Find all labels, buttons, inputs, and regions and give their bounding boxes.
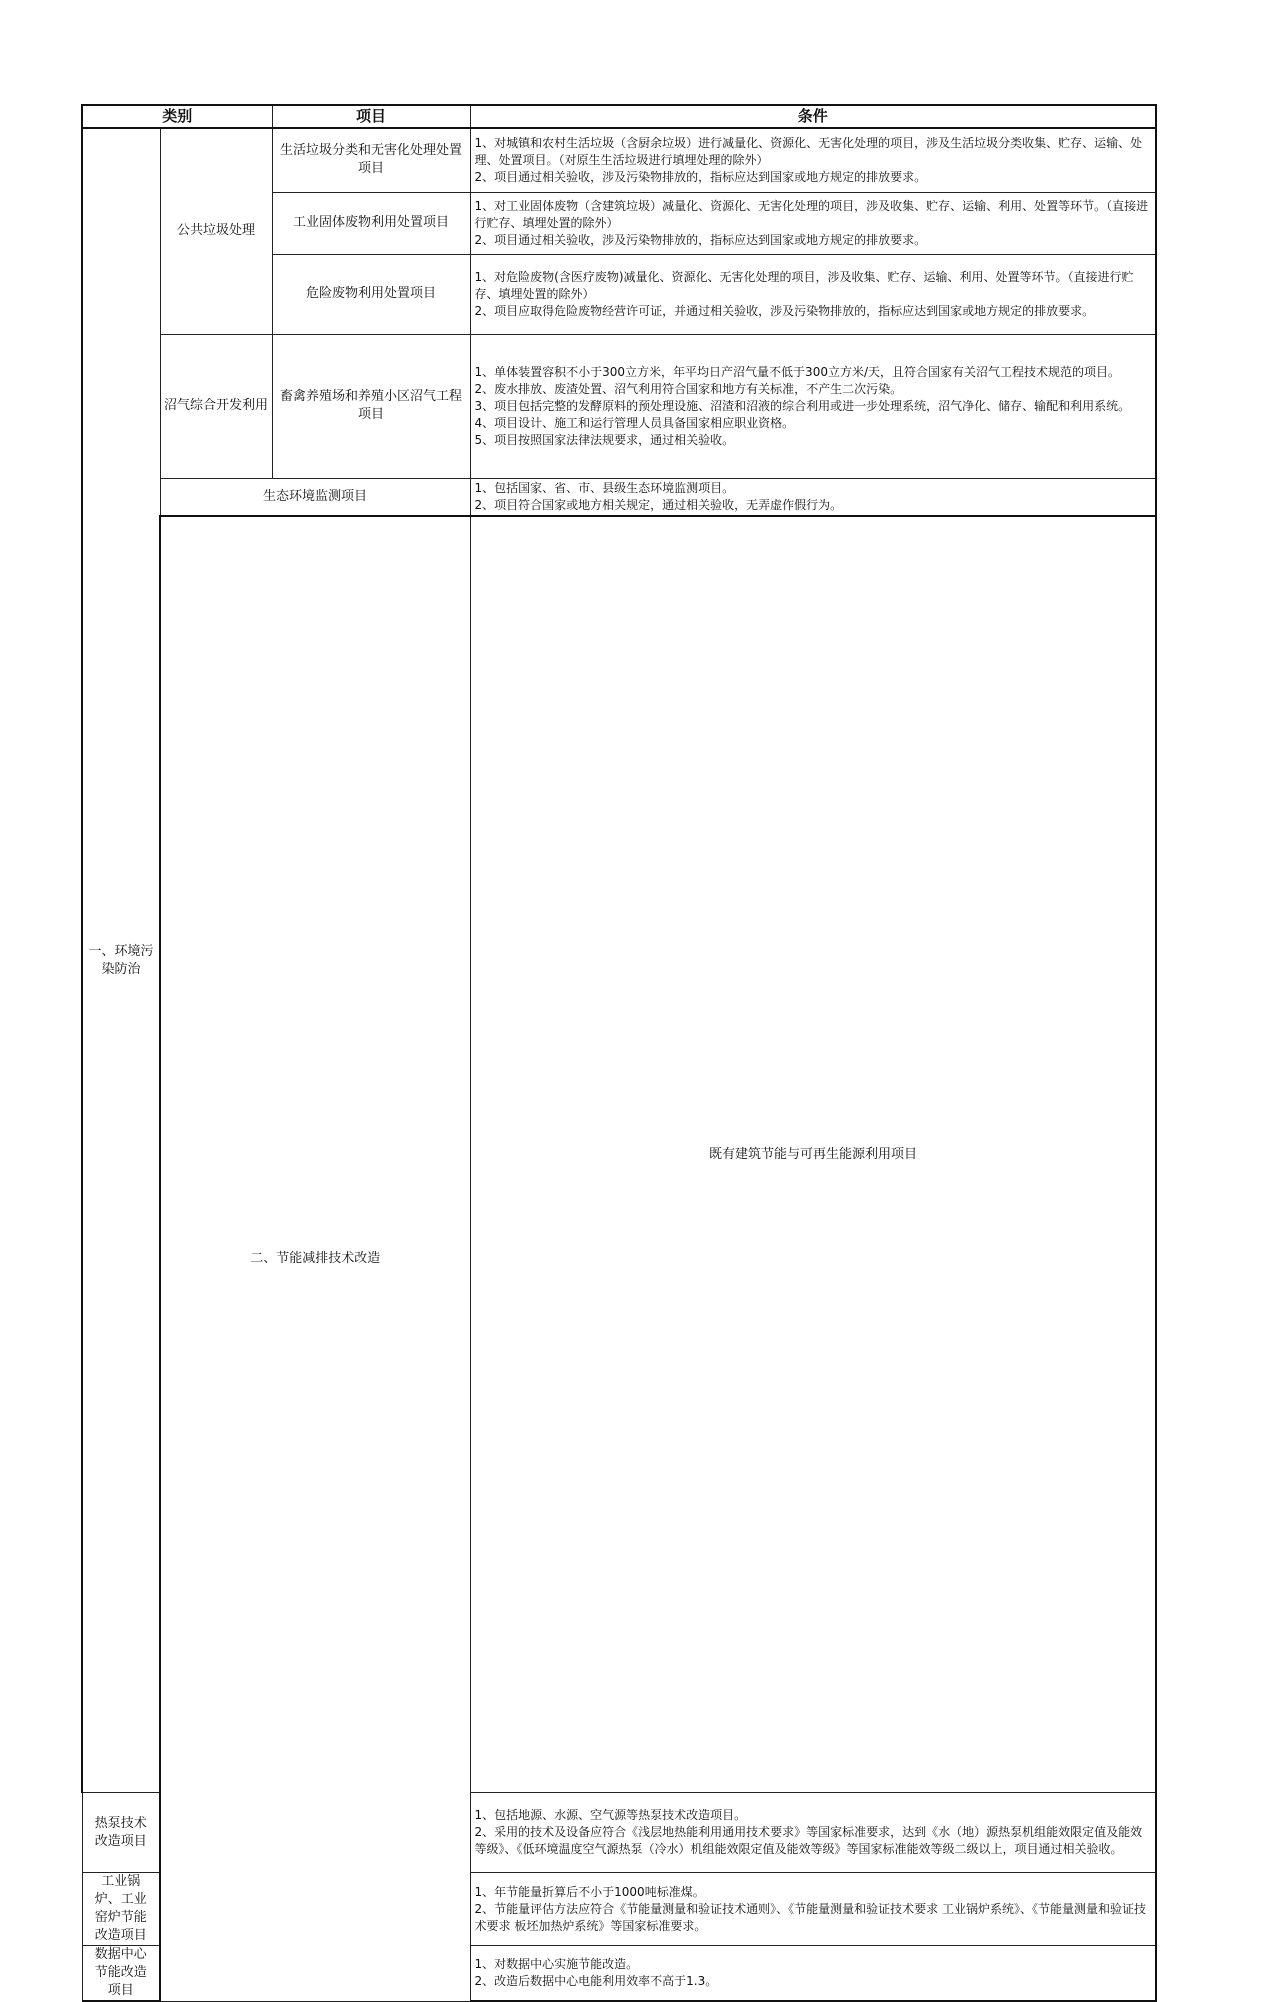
condition-line: 1、对数据中心实施节能改造。 bbox=[474, 1957, 639, 1971]
table-row bbox=[82, 334, 1156, 478]
table-row bbox=[82, 478, 1156, 516]
table-row bbox=[82, 516, 1156, 1793]
item-cell: 工业锅炉、工业窑炉节能改造项目 bbox=[82, 1873, 160, 1946]
condition-line: 5、项目按照国家法律法规要求，通过相关验收。 bbox=[474, 432, 735, 447]
category-level2-cell: 沼气综合开发利用 bbox=[160, 334, 272, 478]
condition-cell bbox=[470, 478, 1156, 516]
table-row bbox=[82, 128, 1156, 192]
category-level1-label: 一、环境污染防治 bbox=[88, 943, 154, 977]
condition-cell bbox=[470, 1873, 1156, 1946]
condition-line: 1、对危险废物(含医疗废物)减量化、资源化、无害化处理的项目，涉及收集、贮存、运输、利用、处置等环节。（直接进行贮存、填埋处置的除外） bbox=[474, 269, 1134, 301]
condition-cell bbox=[470, 1946, 1156, 2002]
condition-line: 2、废水排放、废渣处置、沼气利用符合国家和地方有关标准，不产生二次污染。 bbox=[474, 381, 903, 396]
item-cell: 畜禽养殖场和养殖小区沼气工程项目 bbox=[272, 334, 470, 478]
condition-cell bbox=[470, 192, 1156, 254]
category-level1-cell: 二、节能减排技术改造 bbox=[160, 516, 470, 2001]
condition-line: 2、项目通过相关验收，涉及污染物排放的，指标应达到国家或地方规定的排放要求。 bbox=[474, 169, 927, 184]
condition-line: 1、对工业固体废物（含建筑垃圾）减量化、资源化、无害化处理的项目，涉及收集、贮存、运输、利用、处置等环节。（直接进行贮存、填埋处置的除外） bbox=[474, 198, 1149, 230]
condition-cell bbox=[470, 128, 1156, 192]
header-category: 类别 bbox=[82, 105, 272, 128]
item-cell: 数据中心节能改造项目 bbox=[82, 1946, 160, 2002]
condition-cell bbox=[470, 254, 1156, 334]
header-item: 项目 bbox=[272, 105, 470, 128]
condition-line: 1、年节能量折算后不小于1000吨标准煤。 bbox=[474, 1884, 705, 1899]
condition-cell bbox=[470, 334, 1156, 478]
item-cell: 工业固体废物利用处置项目 bbox=[272, 192, 470, 254]
condition-cell bbox=[470, 1793, 1156, 1873]
item-cell: 热泵技术改造项目 bbox=[82, 1793, 160, 1873]
item-cell: 生态环境监测项目 bbox=[160, 478, 470, 516]
condition-line: 2、改造后数据中心电能利用效率不高于1.3。 bbox=[474, 1974, 718, 1988]
condition-line: 2、项目通过相关验收，涉及污染物排放的，指标应达到国家或地方规定的排放要求。 bbox=[474, 232, 927, 247]
condition-line: 4、项目设计、施工和运行管理人员具备国家相应职业资格。 bbox=[474, 415, 795, 430]
condition-line: 1、对城镇和农村生活垃圾（含厨余垃圾）进行减量化、资源化、无害化处理的项目，涉及生活垃圾分类收集、贮存、运输、处理、处置项目。（对原生生活垃圾进行填埋处理的除外） bbox=[474, 135, 1143, 167]
item-cell: 生活垃圾分类和无害化处理处置项目 bbox=[272, 128, 470, 192]
header-condition: 条件 bbox=[470, 105, 1156, 128]
header-row bbox=[82, 105, 1156, 128]
category-level2-cell: 公共垃圾处理 bbox=[160, 128, 272, 334]
condition-line: 2、采用的技术及设备应符合《浅层地热能利用通用技术要求》等国家标准要求，达到《水（地）源热泵机组能效限定值及能效等级》、《低环境温度空气源热泵（冷水）机组能效限定值及能效等级》等国家标准能效等级二级以上，项目通过相关验收。 bbox=[474, 1825, 1143, 1856]
condition-line: 2、项目应取得危险废物经营许可证，并通过相关验收，涉及污染物排放的，指标应达到国家或地方规定的排放要求。 bbox=[474, 303, 1095, 318]
condition-line: 1、单体装置容积不小于300立方米，年平均日产沼气量不低于300立方米/天，且符合国家有关沼气工程技术规范的项目。 bbox=[474, 364, 1121, 379]
item-cell: 既有建筑节能与可再生能源利用项目 bbox=[470, 516, 1156, 1793]
item-cell: 危险废物利用处置项目 bbox=[272, 254, 470, 334]
condition-line: 2、项目符合国家或地方相关规定，通过相关验收，无弄虚作假行为。 bbox=[474, 497, 843, 512]
conditions-table bbox=[81, 104, 1157, 2002]
category-level1-cell bbox=[82, 128, 160, 1793]
condition-line: 1、包括地源、水源、空气源等热泵技术改造项目。 bbox=[474, 1808, 747, 1822]
condition-line: 3、项目包括完整的发酵原料的预处理设施、沼渣和沼液的综合利用或进一步处理系统，沼气净化、储存、输配和利用系统。 bbox=[474, 398, 1131, 413]
condition-line: 2、节能量评估方法应符合《节能量测量和验证技术通则》、《节能量测量和验证技术要求 工业锅炉系统》、《节能量测量和验证技术要求 板坯加热炉系统》等国家标准要求。 bbox=[474, 1901, 1146, 1933]
condition-line: 1、包括国家、省、市、县级生态环境监测项目。 bbox=[474, 480, 735, 495]
